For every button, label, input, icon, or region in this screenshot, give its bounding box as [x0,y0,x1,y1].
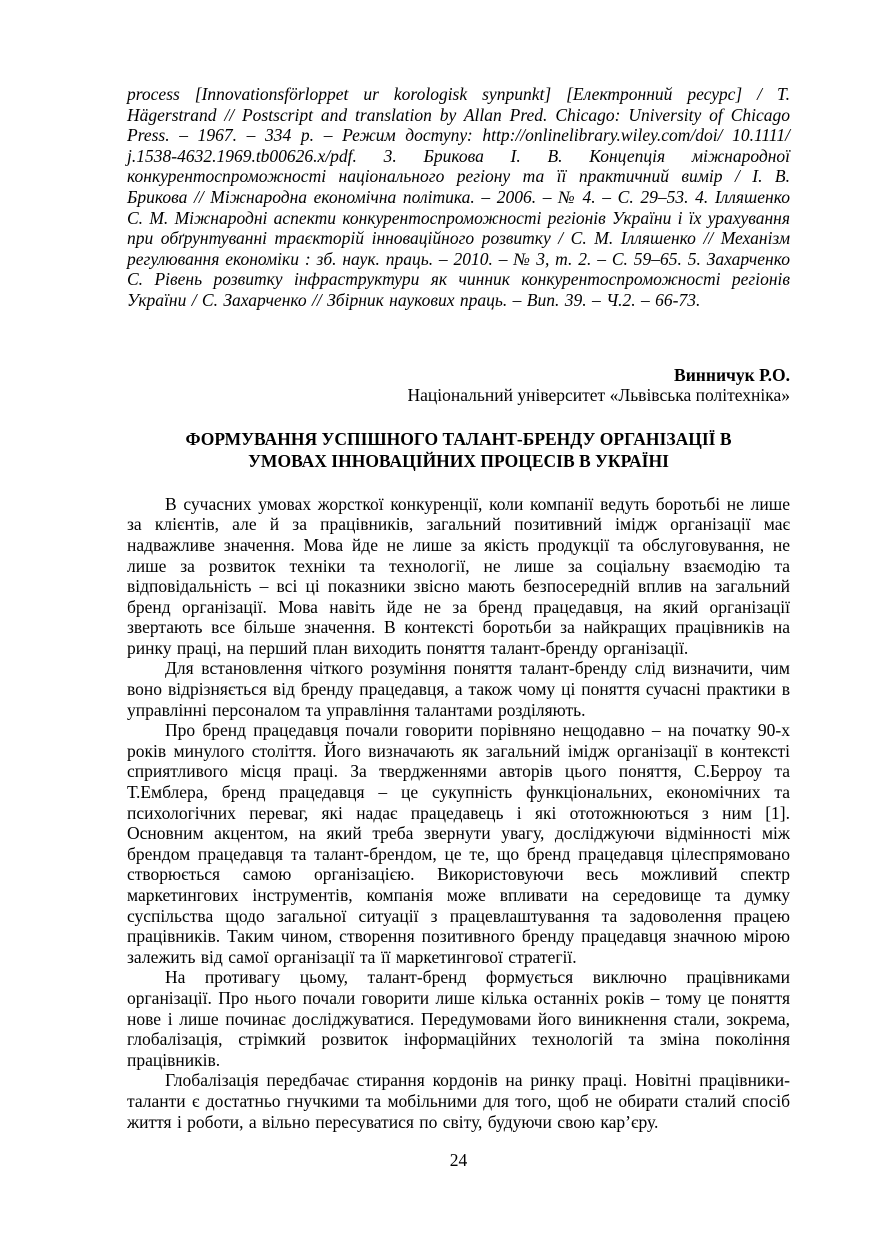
author-affiliation: Національний університет «Львівська політехніка» [407,385,790,406]
page-number: 24 [449,1150,468,1171]
article-body [127,494,790,1132]
author-name: Винничук Р.О. [674,364,790,385]
body-paragraph: В сучасних умовах жорсткої конкуренції, коли компанії ведуть боротьбі не лише за клієнтів, але й за працівників, загальний позитивний імідж організації має надважливе значення. Мова йде не лише за якість продукції та обслуговування, не лише за розвиток техніки та технології, не лише за соціальну взаємодію та відповідальність – всі ці показники звісно мають безпосередній вплив на загальний бренд організації. Мова навіть йде не за бренд працедавця, на який організації звертають все більше значення. В контексті боротьби за найкращих працівників на ринку праці, на перший план виходить поняття талант-бренду організації. [127,493,790,658]
body-paragraph: На противагу цьому, талант-бренд формується виключно працівниками організації. Про нього почали говорити лише кілька останніх років – тому це поняття нове і лише починає досліджуватися. Передумовами його виникнення стали, зокрема, глобалізація, стрімкий розвиток інформаційних технологій та зміна покоління працівників. [127,967,790,1070]
article-title [127,428,790,472]
references-continuation-text: process [Innovationsförloppet ur korologisk synpunkt] [Електронний ресурс] / Т. Hägerstrand // Postscript and translation by Allan Pred. Chicago: University of Chicago Press. – 1967. – 334 p. – Режим доступу: http://onlinelibrary.wiley.com/doi/ 10.1111/ j.1538-4632.1969.tb00626.x/pdf. 3. Брикова І. В. Концепція міжнародної конкурентоспроможності національного регіону та її практичний вимір / І. В. Брикова // Міжнародна економічна політика. – 2006. – № 4. – С. 29–53. 4. Ілляшенко С. М. Міжнародні аспекти конкурентоспроможності регіонів України і їх урахування при обґрунтуванні траєкторій інноваційного розвитку / С. М. Ілляшенко // Механізм регулювання економіки : зб. наук. праць. – 2010. – № 3, т. 2. – С. 59–65. 5. Захарченко С. Рівень розвитку інфраструктури як чинник конкурентоспроможності регіонів України / С. Захарченко // Збірник наукових праць. – Вип. 39. – Ч.2. – 66-73. [127,84,790,310]
byline [127,365,790,406]
article-title-line-1: ФОРМУВАННЯ УСПІШНОГО ТАЛАНТ-БРЕНДУ ОРГАНІЗАЦІЇ В [185,428,732,449]
page-content [127,84,790,1171]
body-paragraph: Для встановлення чіткого розуміння поняття талант-бренду слід визначити, чим воно відрізняється від бренду працедавця, а також чому ці поняття сучасні практики в управлінні персоналом та управління талантами розділяють. [127,658,790,720]
body-paragraph: Глобалізація передбачає стирання кордонів на ринку праці. Новітні працівники-таланти є достатньо гнучкими та мобільними для того, щоб не обирати сталий спосіб життя і роботи, а вільно пересуватися по світу, будуючи свою кар’єру. [127,1070,790,1132]
body-paragraph: Про бренд працедавця почали говорити порівняно нещодавно – на початку 90-х років минулого століття. Його визначають як загальний імідж організації в контексті сприятливого місця праці. За твердженнями авторів цього поняття, С.Берроу та Т.Емблера, бренд працедавця – це сукупність функціональних, економічних та психологічних переваг, які надає працедавець і які ототожнюються з ним [1]. Основним акцентом, на який треба звернути увагу, досліджуючи відмінності між брендом працедавця та талант-брендом, це те, що бренд працедавця цілеспрямовано створюється самою організацією. Використовуючи весь можливий спектр маркетингових інструментів, компанія може впливати на середовище та думку суспільства щодо загальної ситуації з працевлаштування та задоволення працею працівників. Таким чином, створення позитивного бренду працедавця значною мірою залежить від самої організації та її маркетингової стратегії. [127,720,790,967]
article-title-line-2: УМОВАХ ІННОВАЦІЙНИХ ПРОЦЕСІВ В УКРАЇНІ [248,450,669,471]
